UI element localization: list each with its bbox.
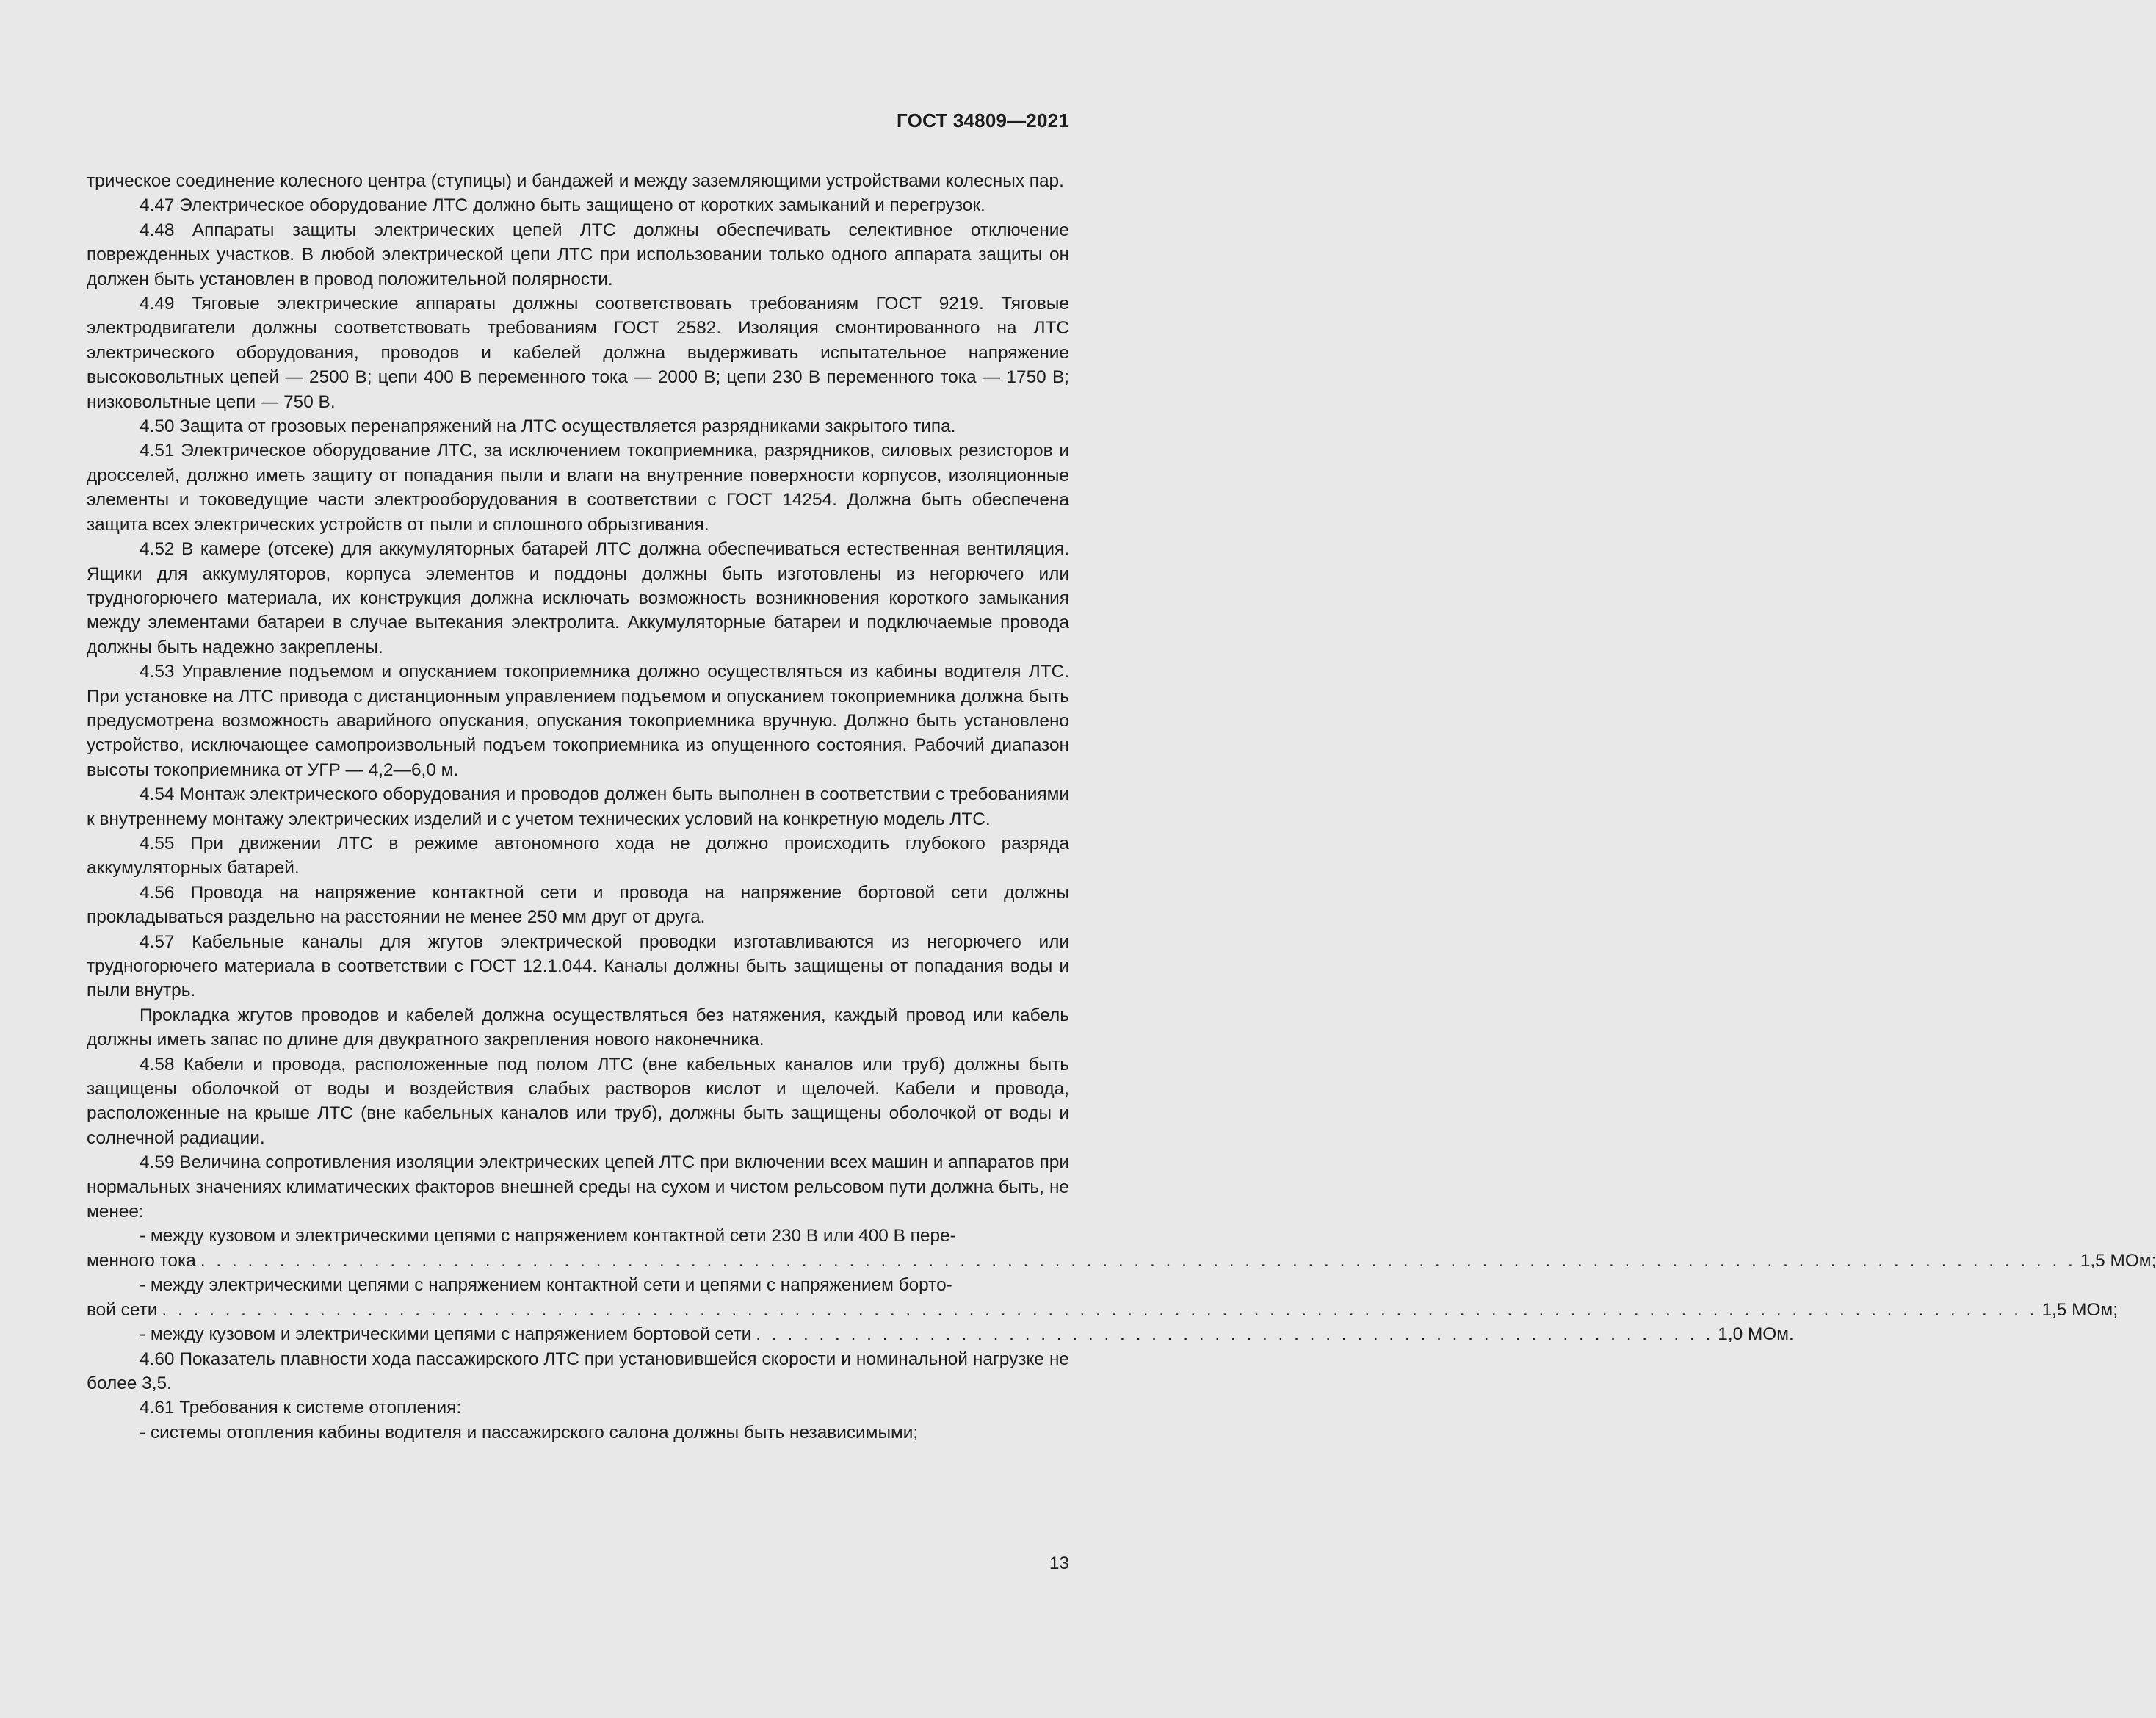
clause-4-53: 4.53 Управление подъемом и опусканием токоприемника должно осуществляться из кабины водителя ЛТС. При установке на ЛТС привода с дистанционным управлением подъемом и опусканием токоприемника должна быть предусмотрена возможность аварийного опускания, опускания токоприемника вручную. Должно быть установлено устройство, исключающее самопроизвольный подъем токоприемника из опущенного состояния. Рабочий диапазон высоты токоприемника от УГР — 4,2—6,0 м. — [87, 662, 1069, 780]
list-item-2-text: вой сети — [87, 1299, 158, 1320]
clause-4-60: 4.60 Показатель плавности хода пассажирского ЛТС при установившейся скорости и номинальной нагрузке не более 3,5. — [87, 1349, 1069, 1393]
document-body — [87, 169, 2156, 1445]
list-item-2-line1: - между электрическими цепями с напряжением контактной сети и цепями с напряжением борто- — [140, 1275, 952, 1296]
clause-4-59: 4.59 Величина сопротивления изоляции электрических цепей ЛТС при включении всех машин и аппаратов при нормальных значениях климатических факторов внешней среды на сухом и чистом рельсовом пути должна быть, не менее: — [87, 1152, 1069, 1222]
dot-leader: . . . . . . . . . . . . . . . . . . . . . . . . . . . . . . . . . . . . . . . . . . . . . . . . . . . . . . . . . . . . . . . . . . . . . . . . . . . . . . . . . . . . . . . . . . . . . . . . . . . . . . . . . . . . . . . . . . . . . . . — [200, 1250, 2076, 1271]
list-item-1-line2 — [87, 1249, 2156, 1273]
clause-4-61: 4.61 Требования к системе отопления: — [140, 1398, 462, 1418]
page-number: 13 — [1049, 1553, 1069, 1573]
list-item-2-line2 — [87, 1298, 2118, 1322]
document-header — [87, 109, 1069, 132]
standard-id: ГОСТ 34809—2021 — [897, 109, 1069, 131]
clause-4-52: 4.52 В камере (отсеке) для аккумуляторных батарей ЛТС должна обеспечиваться естественная вентиляция. Ящики для аккумуляторов, корпуса элементов и поддоны должны быть изготовлены из негорючего или трудногорючего материала, их конструкция должна исключать возможность возникновения короткого замыкания между элементами батареи в случае вытекания электролита. Аккумуляторные батареи и подключаемые провода должны быть надежно закреплены. — [87, 539, 1069, 657]
paragraph-continuation: трическое соединение колесного центра (ступицы) и бандажей и между заземляющими устройствами колесных пар. — [87, 171, 1064, 191]
clause-4-49: 4.49 Тяговые электрические аппараты должны соответствовать требованиям ГОСТ 9219. Тяговые электродвигатели должны соответствовать требованиям ГОСТ 2582. Изоляция смонтированного на ЛТС электрического оборудования, проводов и кабелей должна выдерживать испытательное напряжение высоковольтных цепей — 2500 В; цепи 400 В переменного тока — 2000 В; цепи 230 В переменного тока — 1750 В; низковольтные цепи — 750 В. — [87, 294, 1069, 412]
list-item-2-value: 1,5 МОм; — [2041, 1299, 2118, 1320]
list-item-1-value: 1,5 МОм; — [2080, 1250, 2156, 1271]
list-item-3-value: 1,0 МОм. — [1718, 1324, 1794, 1345]
list-item-3 — [87, 1322, 1794, 1346]
dot-leader: . . . . . . . . . . . . . . . . . . . . . . . . . . . . . . . . . . . . . . . . . . . . . . . . . . . . . . . . . . . . . — [756, 1324, 1714, 1345]
clause-4-47: 4.47 Электрическое оборудование ЛТС должно быть защищено от коротких замыканий и перегрузок. — [140, 195, 985, 216]
clause-4-50: 4.50 Защита от грозовых перенапряжений на ЛТС осуществляется разрядниками закрытого типа. — [140, 416, 956, 437]
clause-4-61-item: - системы отопления кабины водителя и пассажирского салона должны быть независимыми; — [140, 1422, 919, 1443]
clause-4-55: 4.55 При движении ЛТС в режиме автономного хода не должно происходить глубокого разряда аккумуляторных батарей. — [87, 833, 1069, 878]
clause-4-57: 4.57 Кабельные каналы для жгутов электрической проводки изготавливаются из негорючего или трудногорючего материала в соответствии с ГОСТ 12.1.044. Каналы должны быть защищены от попадания воды и пыли внутрь. — [87, 931, 1069, 1001]
list-item-3-text: - между кузовом и электрическими цепями с напряжением бортовой сети — [140, 1324, 752, 1345]
list-item-1-text: менного тока — [87, 1250, 196, 1271]
clause-4-57-cont: Прокладка жгутов проводов и кабелей должна осуществляться без натяжения, каждый провод или кабель должны иметь запас по длине для двукратного закрепления нового наконечника. — [87, 1005, 1069, 1050]
clause-4-48: 4.48 Аппараты защиты электрических цепей ЛТС должны обеспечивать селективное отключение поврежденных участков. В любой электрической цепи ЛТС при использовании только одного аппарата защиты он должен быть установлен в провод положительной полярности. — [87, 220, 1069, 289]
clause-4-58: 4.58 Кабели и провода, расположенные под полом ЛТС (вне кабельных каналов или труб) должны быть защищены оболочкой от воды и воздействия слабых растворов кислот и щелочей. Кабели и провода, расположенные на крыше ЛТС (вне кабельных каналов или труб), должны быть защищены оболочкой от воды и солнечной радиации. — [87, 1054, 1069, 1148]
list-item-1-line1: - между кузовом и электрическими цепями с напряжением контактной сети 230 В или 400 В пере- — [140, 1226, 956, 1246]
dot-leader: . . . . . . . . . . . . . . . . . . . . . . . . . . . . . . . . . . . . . . . . . . . . . . . . . . . . . . . . . . . . . . . . . . . . . . . . . . . . . . . . . . . . . . . . . . . . . . . . . . . . . . . . . . . . . . . . . . . . . . . — [162, 1299, 2038, 1320]
clause-4-54: 4.54 Монтаж электрического оборудования и проводов должен быть выполнен в соответствии с требованиями к внутреннему монтажу электрических изделий и с учетом технических условий на конкретную модель ЛТС. — [87, 784, 1069, 829]
clause-4-51: 4.51 Электрическое оборудование ЛТС, за исключением токоприемника, разрядников, силовых резисторов и дросселей, должно иметь защиту от попадания пыли и влаги на внутренние поверхности корпусов, изоляционные элементы и токоведущие части электрооборудования в соответствии с ГОСТ 14254. Должна быть обеспечена защита всех электрических устройств от пыли и сплошного обрызгивания. — [87, 441, 1069, 535]
clause-4-56: 4.56 Провода на напряжение контактной сети и провода на напряжение бортовой сети должны прокладываться раздельно на расстоянии не менее 250 мм друг от друга. — [87, 882, 1069, 928]
